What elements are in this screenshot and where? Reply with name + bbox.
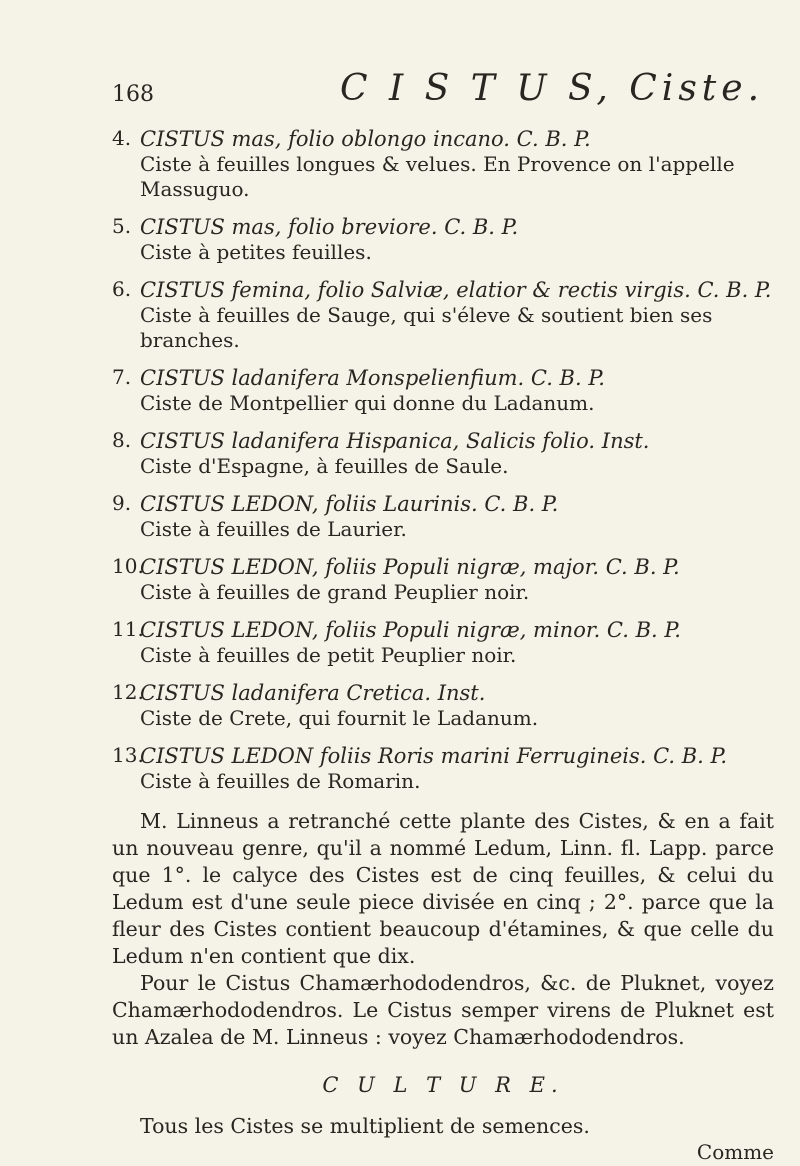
species-list [112,126,774,794]
entry-french-name: Ciste de Montpellier qui donne du Ladanum. [140,391,595,415]
entry-french-name: Ciste à feuilles de Romarin. [140,769,421,793]
entry-french-name: Ciste de Crete, qui fournit le Ladanum. [140,706,539,730]
entry-number: 10. [112,554,144,578]
running-title: C I S T U S, Ciste. [340,68,765,109]
entry-number: 13. [112,743,144,767]
culture-paragraph: Tous les Cistes se multiplient de semences. [140,1114,590,1138]
entry-number: 5. [112,214,132,238]
entry-number: 6. [112,277,132,301]
entry-number: 11. [112,617,144,641]
entry-latin-name: CISTUS LEDON, foliis Populi nigræ, major. C. B. P. [140,555,680,579]
entry-french-name: Ciste à feuilles de petit Peuplier noir. [140,643,517,667]
entry-latin-name: CISTUS LEDON foliis Roris marini Ferrugineis. C. B. P. [140,744,728,768]
entry-french-name: Ciste d'Espagne, à feuilles de Saule. [140,454,509,478]
entry-number: 12. [112,680,144,704]
species-entry [112,126,774,202]
entry-number: 9. [112,491,132,515]
page-number: 168 [112,82,154,107]
entry-number: 4. [112,126,132,150]
entry-french-name: Ciste à feuilles de Laurier. [140,517,407,541]
species-entry [112,365,774,416]
species-entry [112,214,774,265]
species-entry [112,491,774,542]
entry-number: 8. [112,428,132,452]
linneus-paragraph: M. Linneus a retranché cette plante des Cistes, & en a fait un nouveau genre, qu'il a nommé Ledum, Linn. fl. Lapp. parce que 1°. le calyce des Cistes est de cinq feuilles, & celui du Ledum est d'une seule piece divisée en cinq ; 2°. parce que la fleur des Cistes contient beaucoup d'étamines, & que celle du Ledum n'en contient que dix. [112,809,774,968]
species-entry [112,277,774,353]
entry-latin-name: CISTUS LEDON, foliis Populi nigræ, minor. C. B. P. [140,618,681,642]
species-entry [112,428,774,479]
species-entry [112,680,774,731]
entry-french-name: Ciste à feuilles de Sauge, qui s'éleve & soutient bien ses branches. [140,303,713,352]
entry-latin-name: CISTUS femina, folio Salviæ, elatior & rectis virgis. C. B. P. [140,278,772,302]
entry-latin-name: CISTUS ladanifera Cretica. Inst. [140,681,486,705]
page-header [112,62,765,112]
culture-heading: C U L T U R E. [322,1073,564,1097]
species-entry [112,554,774,605]
page-body [112,126,774,1166]
pluknet-paragraph: Pour le Cistus Chamærhododendros, &c. de Pluknet, voyez Chamærhododendros. Le Cistus semper virens de Pluknet est un Azalea de M. Linneus : voyez Chamærhododendros. [112,971,774,1049]
entry-latin-name: CISTUS mas, folio breviore. C. B. P. [140,215,519,239]
entry-french-name: Ciste à feuilles de grand Peuplier noir. [140,580,530,604]
entry-latin-name: CISTUS ladanifera Hispanica, Salicis folio. Inst. [140,429,650,453]
catchword: Comme [696,1140,774,1164]
entry-french-name: Ciste à feuilles longues & velues. En Provence on l'appelle Massuguo. [140,152,735,201]
species-entry [112,617,774,668]
entry-latin-name: CISTUS ladanifera Monspelienfium. C. B. P. [140,366,605,390]
entry-french-name: Ciste à petites feuilles. [140,240,372,264]
entry-number: 7. [112,365,132,389]
entry-latin-name: CISTUS LEDON, foliis Laurinis. C. B. P. [140,492,559,516]
entry-latin-name: CISTUS mas, folio oblongo incano. C. B. P. [140,127,591,151]
species-entry [112,743,774,794]
